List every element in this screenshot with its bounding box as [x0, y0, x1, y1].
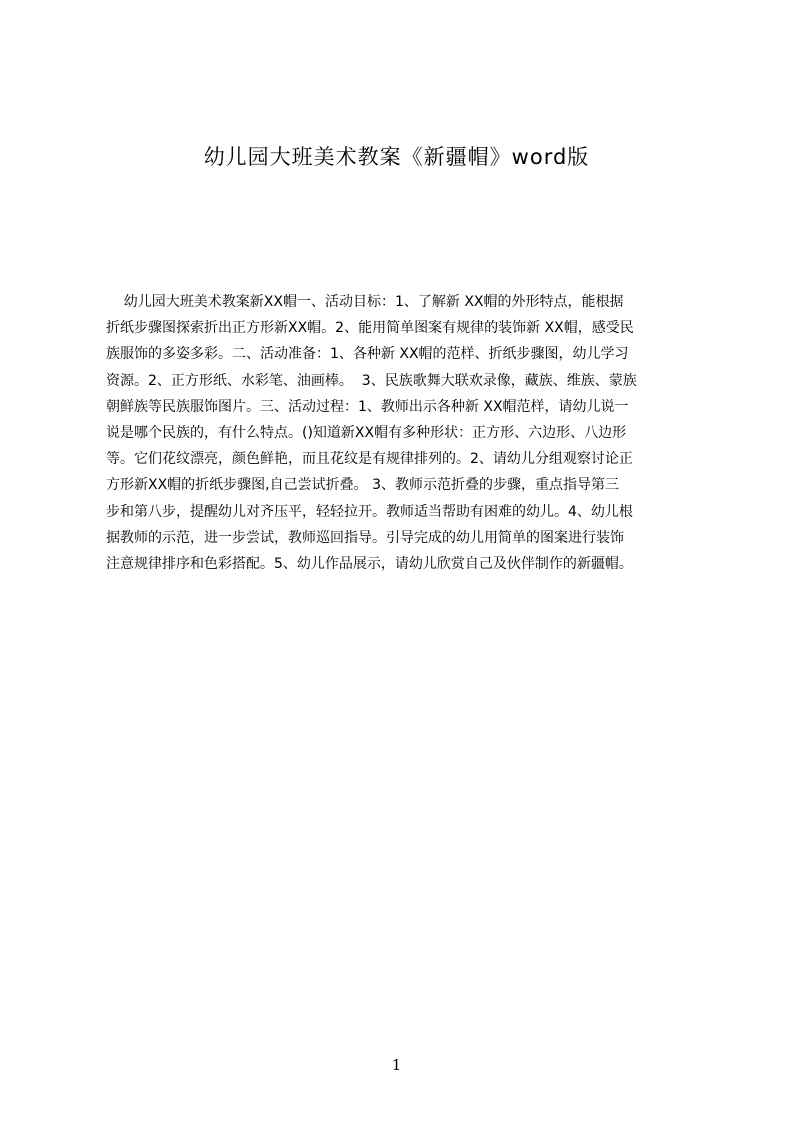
- body-line: 说是哪个民族的，有什么特点。()知道新XX帽有多种形状：正方形、六边形、八边形: [106, 424, 627, 441]
- body-line: 方形新XX帽的折纸步骤图,自己尝试折叠。 3、教师示范折叠的步骤，重点指导第三: [106, 477, 619, 494]
- body-line: 注意规律排序和色彩搭配。5、幼儿作品展示，请幼儿欣赏自己及伙伴制作的新疆帽。: [106, 555, 633, 572]
- body-line: 据教师的示范，进一步尝试，教师巡回指导。引导完成的幼儿用简单的图案进行装饰: [106, 529, 624, 546]
- body-line: 等。它们花纹漂亮，颜色鲜艳，而且花纹是有规律排列的。2、请幼儿分组观察讨论正: [106, 451, 633, 468]
- body-line: 折纸步骤图探索折出正方形新XX帽。2、能用简单图案有规律的装饰新 XX帽，感受民: [106, 320, 634, 337]
- body-line: 幼儿园大班美术教案新XX帽一、活动目标：1、了解新 XX帽的外形特点，能根据: [106, 294, 624, 310]
- body-line: 朝鲜族等民族服饰图片。三、活动过程：1、教师出示各种新 XX帽范样，请幼儿说一: [106, 398, 629, 415]
- body-line: 步和第八步，提醒幼儿对齐压平，轻轻拉开。教师适当帮助有困难的幼儿。4、幼儿根: [106, 503, 633, 520]
- body-line: 族服饰的多姿多彩。二、活动准备：1、各种新 XX帽的范样、折纸步骤图，幼儿学习: [106, 346, 629, 363]
- document-body: [106, 289, 698, 594]
- page-number: 1: [391, 1056, 402, 1074]
- document-title: 幼儿园大班美术教案《新疆帽》word版: [203, 145, 590, 169]
- body-line: 资源。2、正方形纸、水彩笔、油画棒。 3、民族歌舞大联欢录像，藏族、维族、蒙族: [106, 372, 637, 389]
